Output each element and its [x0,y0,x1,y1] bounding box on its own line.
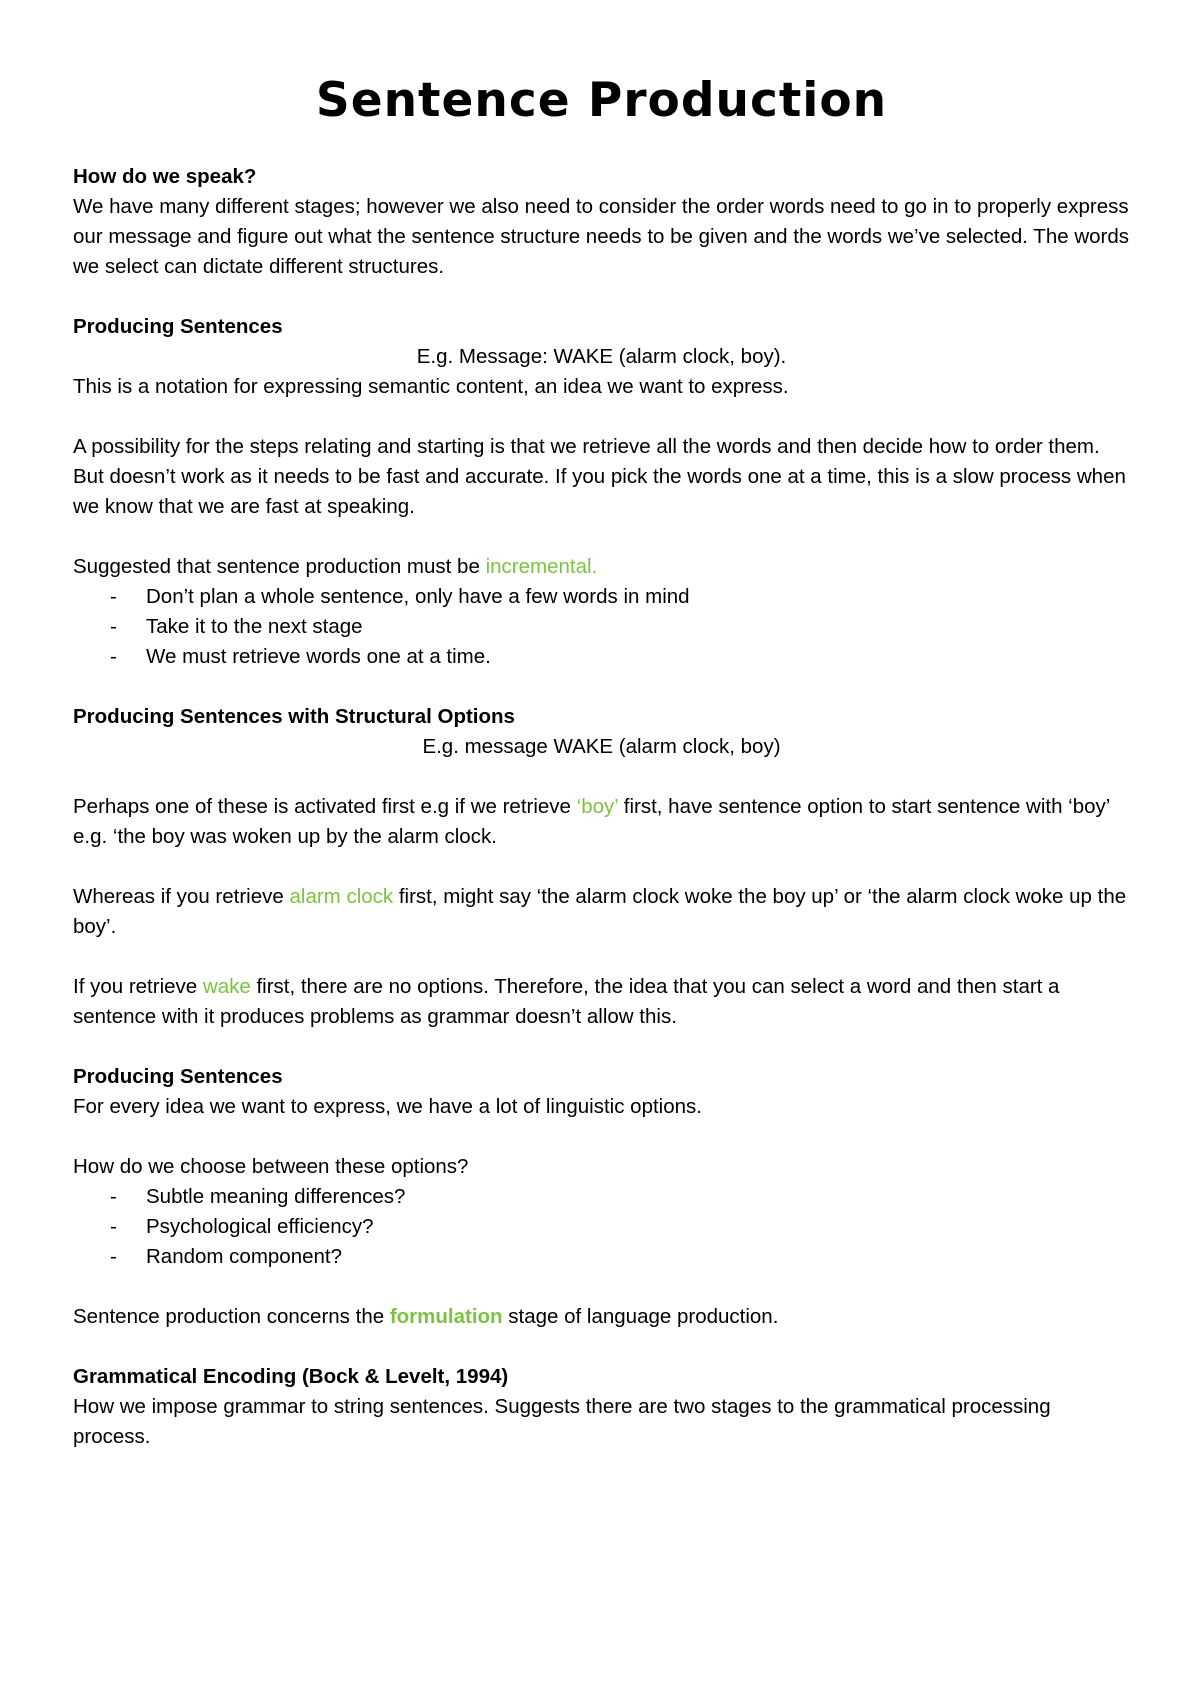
text-run: Whereas if you retrieve [73,885,290,908]
list-item [73,582,1130,612]
list-item-text: Don’t plan a whole sentence, only have a few words in mind [146,585,690,608]
section-heading: Grammatical Encoding (Bock & Levelt, 1994) [73,1365,509,1388]
text-run: stage of language production. [502,1305,779,1328]
dash-bullet: - [110,615,117,638]
text-run: Suggested that sentence production must be [73,555,486,578]
list-item [73,1212,1130,1242]
text-run: If you retrieve [73,975,203,998]
highlighted-term: ‘boy’ [576,795,619,818]
text-run: first, there are no options. Therefore, the idea that you can select a word and then start a sentence with it produces problems as grammar doesn’t allow this. [73,975,1060,1028]
paragraph [73,972,1130,1032]
bullet-list [73,582,1130,672]
dash-bullet: - [110,1185,117,1208]
dash-bullet: - [110,1245,117,1268]
paragraph [73,882,1130,942]
paragraph: For every idea we want to express, we have a lot of linguistic options. [73,1095,702,1118]
section-heading: Producing Sentences with Structural Options [73,705,515,728]
list-item [73,1182,1130,1212]
example-line: E.g. Message: WAKE (alarm clock, boy). [416,345,787,368]
list-item-text: Take it to the next stage [146,615,363,638]
paragraph [73,792,1130,852]
list-item-text: Random component? [146,1245,343,1268]
paragraph: A possibility for the steps relating and starting is that we retrieve all the words and then decide how to order them. [73,435,1100,458]
highlighted-term: wake [202,975,251,998]
example-line: E.g. message WAKE (alarm clock, boy) [422,735,781,758]
paragraph: How do we choose between these options? [73,1155,469,1178]
bullet-list [73,1182,1130,1272]
list-item [73,642,1130,672]
list-item-text: Subtle meaning differences? [146,1185,406,1208]
text-run: first, have sentence option to start sentence with ‘boy’ e.g. ‘the boy was woken up by the alarm clock. [73,795,1110,848]
highlighted-term: incremental. [485,555,598,578]
text-run: Perhaps one of these is activated first e.g if we retrieve [73,795,577,818]
list-item [73,612,1130,642]
section-heading: Producing Sentences [73,1065,283,1088]
dash-bullet: - [110,585,117,608]
list-item-text: We must retrieve words one at a time. [146,645,491,668]
paragraph: How we impose grammar to string sentences. Suggests there are two stages to the grammatical processing process. [73,1395,1051,1448]
list-item-text: Psychological efficiency? [146,1215,374,1238]
paragraph [73,552,1130,582]
paragraph: This is a notation for expressing semantic content, an idea we want to express. [73,375,789,398]
paragraph: But doesn’t work as it needs to be fast and accurate. If you pick the words one at a time, this is a slow process when we know that we are fast at speaking. [73,465,1126,518]
paragraph [73,1302,1130,1332]
document-body [73,132,1130,1452]
dash-bullet: - [110,1215,117,1238]
highlighted-term: formulation [389,1305,503,1328]
paragraph: We have many different stages; however we also need to consider the order words need to go in to properly express our message and figure out what the sentence structure needs to be given and the words we’ve selected. The words we select can dictate different structures. [73,195,1130,278]
highlighted-term: alarm clock [289,885,394,908]
document-title: Sentence Production [315,73,888,128]
dash-bullet: - [110,645,117,668]
list-item [73,1242,1130,1272]
text-run: first, might say ‘the alarm clock woke the boy up’ or ‘the alarm clock woke up the boy’. [73,885,1127,938]
section-heading: How do we speak? [73,165,257,188]
text-run: Sentence production concerns the [73,1305,390,1328]
section-heading: Producing Sentences [73,315,283,338]
